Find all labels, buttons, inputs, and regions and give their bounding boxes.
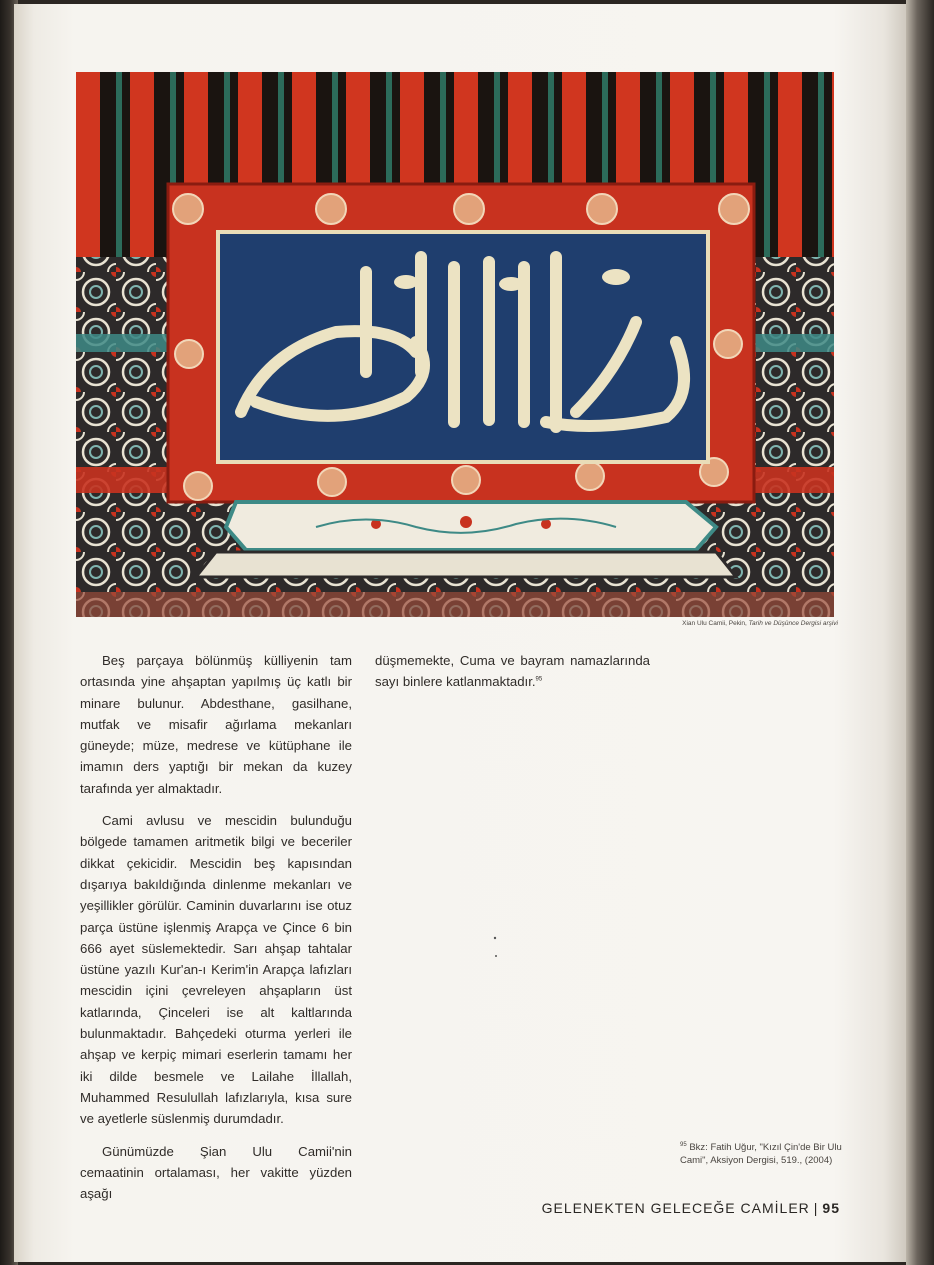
body-column-left [80,650,352,1215]
footer-separator: | [813,1200,819,1216]
footnote-reference: 95 [535,676,543,683]
footnote-number: 95 [680,1141,687,1148]
calligraphy-panel-image [76,72,834,617]
caption-text: Xian Ulu Camii, Pekin, [682,620,749,627]
paragraph-text: düşmemekte, Cuma ve bayram namazlarında sayı binlere katlanmaktadır. [375,653,650,690]
paragraph: Beş parçaya bölünmüş külliyenin tam ortasında yine ahşaptan yapılmış üç katlı bir minare bulunur. Abdesthane, gasilhane, mutfak ve misafir ağırlama mekanları güneyde; müze, medrese ve kütüphane ile imamın ders yaptığı bir mekan da kuzey tarafında yer almaktadır. [80,653,352,796]
page-edge-shadow [906,0,934,1265]
page-footer [520,1200,840,1216]
paragraph-continued [375,650,650,693]
paper-specks [490,930,502,960]
footnote [680,1142,850,1167]
mosque-calligraphy-photo [76,72,834,617]
footnote-text: Bkz: Fatih Uğur, "Kızıl Çin'de Bir Ulu Cami", Aksiyon Dergisi, 519., (2004) [680,1142,842,1166]
photo-caption [560,620,838,627]
page-number: 95 [822,1200,840,1216]
body-column-right [375,650,650,704]
paragraph: Cami avlusu ve mescidin bulunduğu bölgede tamamen aritmetik bilgi ve beceriler dikkat çekicidir. Mescidin beş kapısından dışarıya bakıldığında dinlenme mekanları ve yeşillikler görülür. Caminin duvarlarını ise otuz parça üstüne işlenmiş Arapça ve Çince 6 bin 666 ayet süslemektedir. Sarı ahşap tahtalar üstüne yazılı Kur'an-ı Kerim'in Arapça lafızları mescidin içini çevreleyen ahşapların üst katlarında, Çinceleri ise alt kaltlarında bulunmaktadır. Bahçedeki oturma yerleri ile ahşap ve kerpiç mimari eserlerin tamamı her iki dilde besmele ve Lailahe İllallah, Muhammed Resulullah lafızlarıyla, kısa sure ve ayetlerle süslenmiş durumdadır. [80,813,352,1127]
book-title: GELENEKTEN GELECEĞE CAMİLER [541,1200,810,1216]
caption-source: Tarih ve Düşünce Dergisi arşivi [748,620,838,627]
paragraph: Günümüzde Şian Ulu Camii'nin cemaatinin ortalaması, her vakitte yüzden aşağı [80,1143,352,1202]
